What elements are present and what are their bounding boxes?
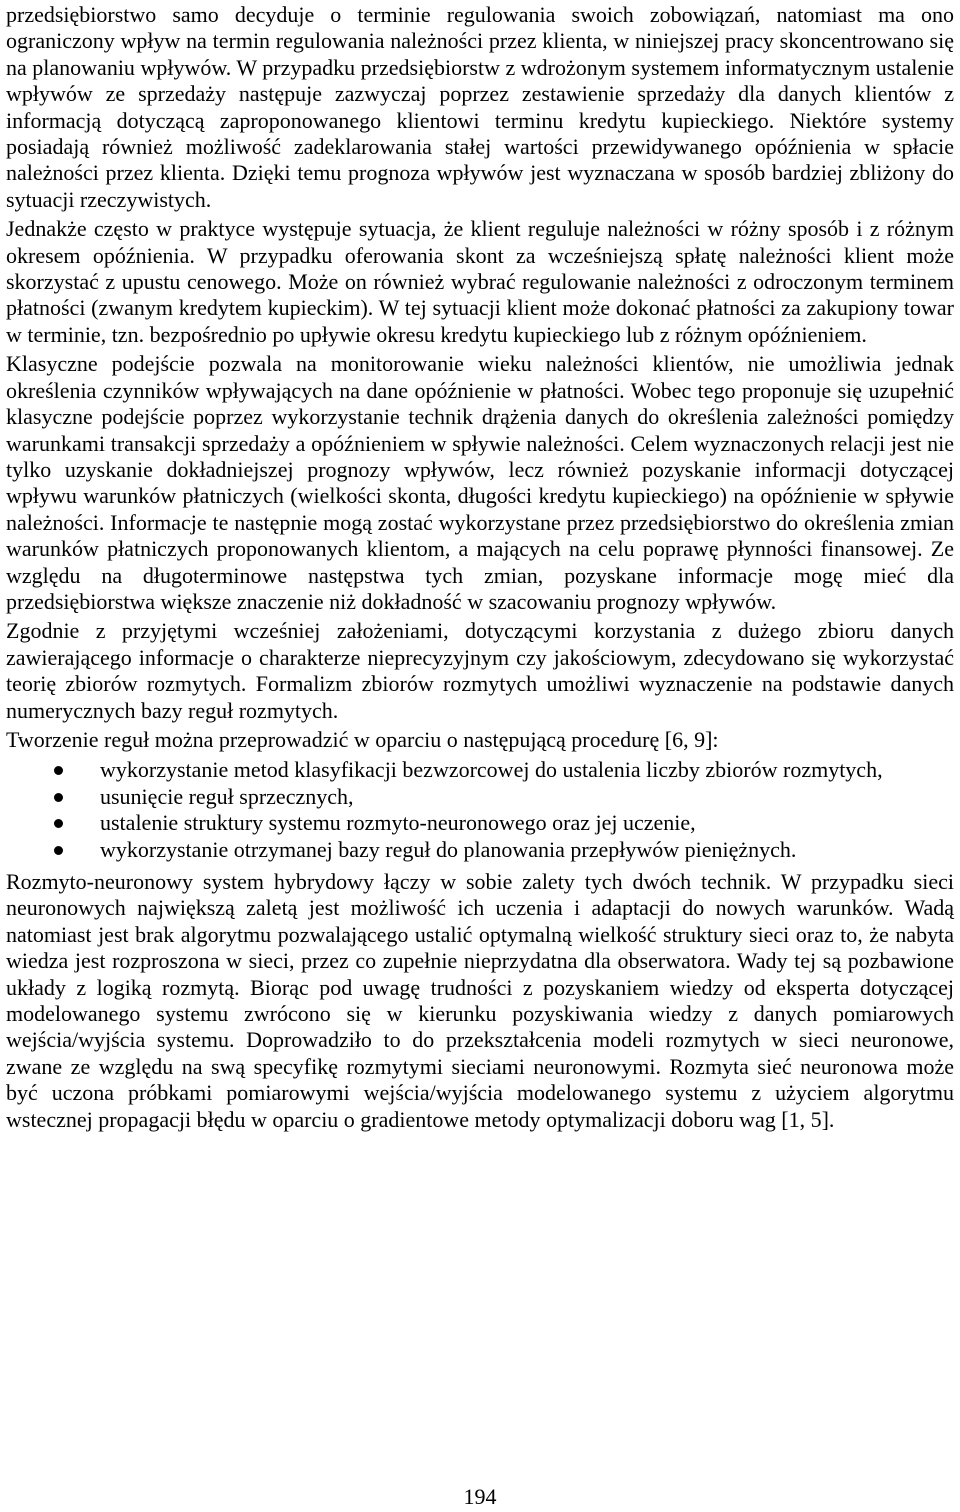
paragraph-neuro-fuzzy: Rozmyto-neuronowy system hybrydowy łączy w sobie zalety tych dwóch technik. W przypadku sieci neuronowych największą zaletą jest możliwość ich uczenia i adaptacji do nowych warunków. Wadą natomiast jest brak algorytmu pozwalającego ustalić optymalną wielkość struktury sieci oraz to, że nabyta wiedza jest rozproszona w sieci, przez co zupełnie nieprzydatna dla obserwatora. Wady tej są pozbawione układy z logiką rozmytą. Biorąc pod uwagę trudności z pozyskaniem wiedzy od eksperta dotyczącej modelowanego systemu zwrócono się w kierunku pozyskiwania wiedzy z danych pomiarowych wejścia/wyjścia systemu. Doprowadziło to do przekształcenia modeli rozmytych w sieci neuronowe, zwane ze względu na swą specyfikę rozmytymi sieciami neuronowymi. Rozmyta sieć neuronowa może być uczona próbkami pomiarowymi wejścia/wyjścia modelowanego systemu z użyciem algorytmu wstecznej propagacji błędu w oparciu o gradientowe metody optymalizacji doboru wag [1, 5]. [6, 869, 954, 1132]
page-number: 194 [463, 1484, 497, 1509]
paragraph-data-mining: Klasyczne podejście pozwala na monitorowanie wieku należności klientów, nie umożliwia jednak określenia czynników wpływających na dane opóźnienie w płatności. Wobec tego proponuje się uzupełnić klasyczne podejście poprzez wykorzystanie technik drążenia danych do określenia zależności pomiędzy warunkami transakcji sprzedaży a opóźnieniem w spływie należności. Celem wyznaczonych relacji jest nie tylko uzyskanie dokładniejszej prognozy wpływów, lecz również pozyskanie informacji dotyczącej wpływu warunków płatniczych (wielkości skonta, długości kredytu kupieckiego) na opóźnienie w spływie należności. Informacje te następnie mogą zostać wykorzystane przez przedsiębiorstwo do określenia zmian warunków płatniczych proponowanych klientom, a mających na celu poprawę płynności finansowej. Ze względu na długoterminowe następstwa tych zmian, pozyskane informacje mogę mieć dla przedsiębiorstwa większe znaczenie niż dokładność w szacowaniu prognozy wpływów. [6, 351, 954, 614]
document-page [6, 2, 954, 1136]
list-item [6, 837, 954, 863]
list-item-text: usunięcie reguł sprzecznych, [100, 783, 354, 809]
bullet-icon [54, 846, 63, 855]
list-item [6, 810, 954, 836]
list-item [6, 784, 954, 810]
paragraph-procedure-intro: Tworzenie reguł można przeprowadzić w oparciu o następującą procedurę [6, 9]: [6, 726, 719, 752]
list-item-text: wykorzystanie otrzymanej bazy reguł do planowania przepływów pieniężnych. [100, 836, 797, 862]
paragraph-fuzzy-sets: Zgodnie z przyjętymi wcześniej założeniami, dotyczącymi korzystania z dużego zbioru danych zawierającego informacje o charakterze nieprecyzyjnym czy jakościowym, zdecydowano się wykorzystać teorię zbiorów rozmytych. Formalizm zbiorów rozmytych umożliwi wyznaczenie na podstawie danych numerycznych bazy reguł rozmytych. [6, 618, 954, 723]
paragraph-payment-delay: Jednakże często w praktyce występuje sytuacja, że klient reguluje należności w różny sposób i z różnym okresem opóźnienia. W przypadku oferowania skont za wcześniejszą spłatę należności klient może skorzystać z upustu cenowego. Może on również wybrać regulowanie należności z odroczonym terminem płatności (zwanym kredytem kupieckim). W tej sytuacji klient może dokonać płatności za zakupiony towar w terminie, tzn. bezpośrednio po upływie okresu kredytu kupieckiego lub z różnym opóźnieniem. [6, 216, 954, 347]
list-item-text: wykorzystanie metod klasyfikacji bezwzorcowej do ustalenia liczby zbiorów rozmytych, [100, 757, 883, 783]
bullet-icon [54, 766, 63, 775]
bullet-icon [54, 793, 63, 802]
list-item-text: ustalenie struktury systemu rozmyto-neuronowego oraz jej uczenie, [100, 810, 696, 836]
list-item [6, 757, 954, 783]
procedure-list [6, 757, 954, 863]
bullet-icon [54, 819, 63, 828]
paragraph-inflow-planning: przedsiębiorstwo samo decyduje o terminie regulowania swoich zobowiązań, natomiast ma ono ograniczony wpływ na termin regulowania należności przez klienta, w niniejszej pracy skoncentrowano się na planowaniu wpływów. W przypadku przedsiębiorstw z wdrożonym systemem informatycznym ustalenie wpływów ze sprzedaży następuje zazwyczaj poprzez zestawienie sprzedaży dla danych klientów z informacją dotyczącą zaproponowanego klientowi terminu kredytu kupieckiego. Niektóre systemy posiadają również możliwość zadeklarowania stałej wartości przewidywanego opóźnienia w spłacie należności przez klienta. Dzięki temu prognoza wpływów jest wyznaczana w sposób bardziej zbliżony do sytuacji rzeczywistych. [6, 2, 954, 212]
